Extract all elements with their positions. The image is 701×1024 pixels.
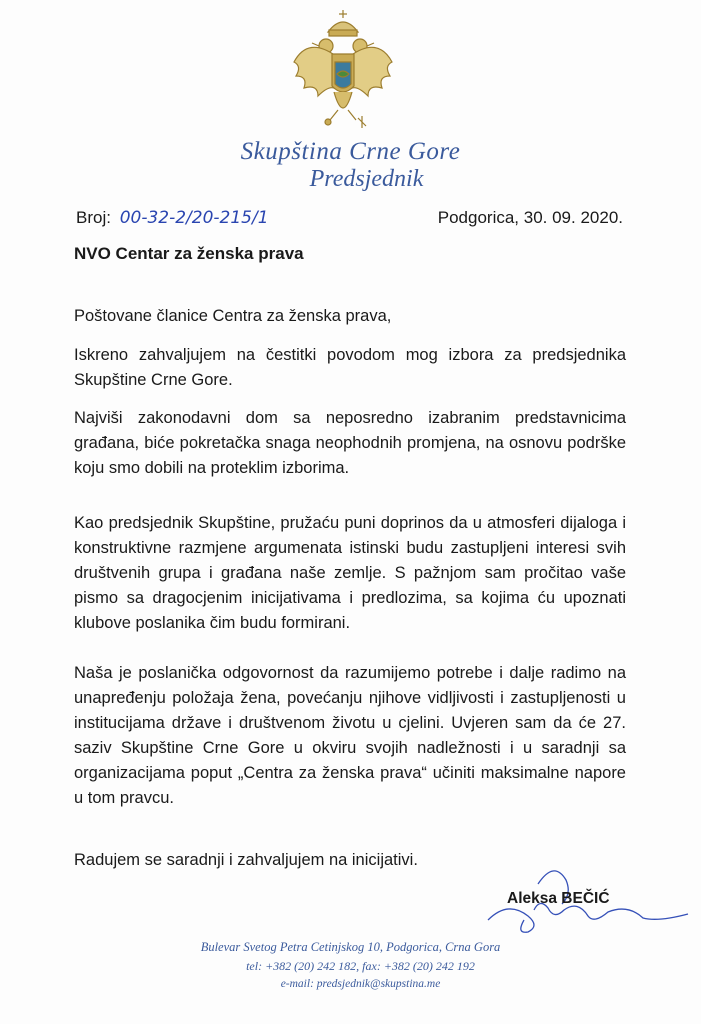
footer-email: e-mail: predsjednik@skupstina.me: [280, 978, 441, 990]
footer-phone: tel: +382 (20) 242 182, fax: +382 (20) 242 192: [246, 959, 475, 973]
body-paragraph: Najviši zakonodavni dom sa neposredno izabranim predstavnicima građana, biće pokretačka snaga neophodnih promjena, na osnovu podrške koju smo dobili na proteklim izborima.: [74, 409, 626, 477]
footer-address: Bulevar Svetog Petra Cetinjskog 10, Podgorica, Crna Gora: [200, 940, 501, 954]
closing-paragraph: Radujem se saradnji i zahvaljujem na inicijativi.: [74, 851, 418, 869]
body-paragraph: Kao predsjednik Skupštine, pružaću puni doprinos da u atmosferi dijaloga i konstruktivne razmjene argumenata istinski budu zastupljeni interesi svih društvenih grupa i građana naše zemlje. S pažnjom sam pročitao vaše pismo sa dragocjenim inicijativama i predlozima, sa kojima ću upoznati klubove poslanika čim budu formirani.: [74, 514, 626, 632]
reference-value: 00-32-2/20-215/1: [119, 208, 269, 228]
office-title: Predsjednik: [309, 166, 424, 192]
institution-name: Skupština Crne Gore: [240, 138, 461, 165]
body-paragraph: Iskreno zahvaljujem na čestitki povodom mog izbora za predsjednika Skupštine Crne Gore.: [74, 346, 626, 389]
reference-label: Broj:: [76, 208, 111, 227]
recipient: NVO Centar za ženska prava: [74, 244, 304, 263]
letter-date: Podgorica, 30. 09. 2020.: [437, 208, 623, 227]
montenegro-coat-of-arms-icon: [288, 6, 398, 136]
salutation: Poštovane članice Centra za ženska prava,: [74, 307, 392, 325]
body-paragraph: Naša je poslanička odgovornost da razumijemo potrebe i dalje radimo na unapređenju položaja žena, povećanju njihove vidljivosti i zastupljenosti u institucijama države i društvenom životu u cjelini. Uvjeren sam da će 27. saziv Skupštine Crne Gore u okviru svojih nadležnosti i u saradnji sa organizacijama poput „Centra za ženska prava“ učiniti maksimalne napore u tom pravcu.: [74, 664, 626, 807]
signer-name: Aleksa BEČIĆ: [507, 890, 610, 907]
reference-number: [76, 208, 269, 228]
